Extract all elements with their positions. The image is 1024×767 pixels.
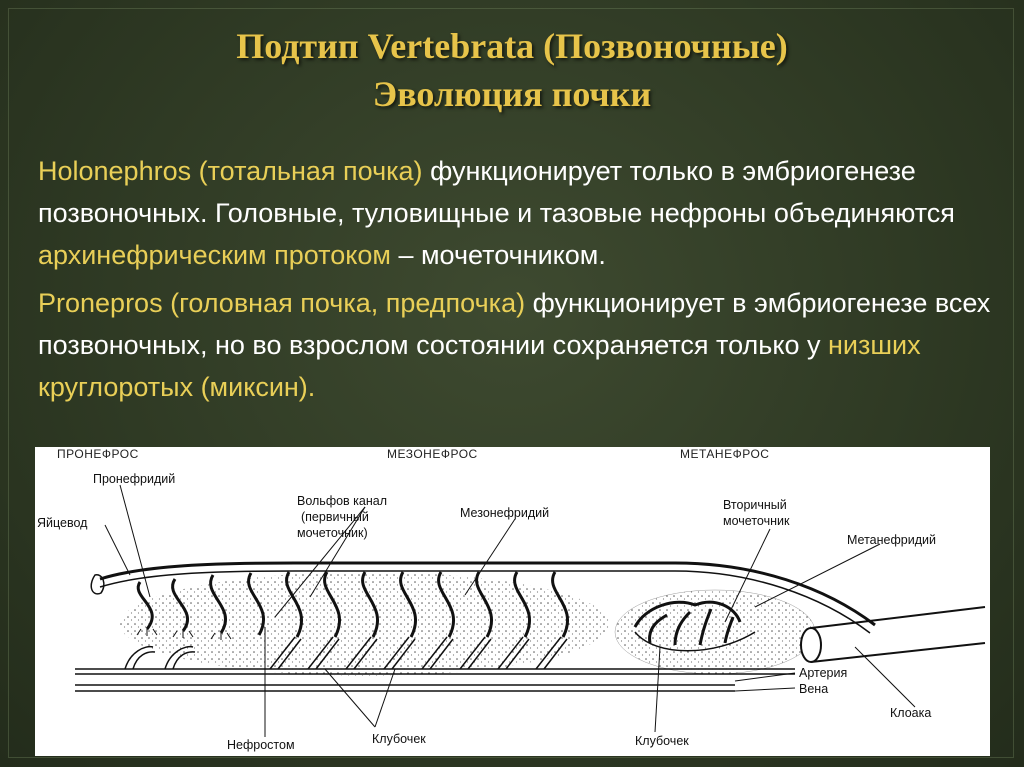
label-secondary-ureter-2: мочеточник — [723, 514, 790, 528]
label-glomerulus-2: Клубочек — [635, 734, 689, 748]
term-pronephros: Pronepros (головная почка, предпочка) — [38, 288, 526, 318]
label-artery: Артерия — [799, 666, 848, 680]
label-cloaca: Клоака — [890, 706, 932, 720]
paragraph1-text-b: – мочеточником. — [390, 240, 606, 270]
cloaca-opening — [801, 628, 821, 662]
slide-title — [0, 22, 1024, 118]
label-nephrostome: Нефростом — [227, 738, 295, 752]
term-archinephric-duct: архинефрическим протоком — [38, 240, 391, 270]
label-pronephros-region: ПРОНЕФРОС — [57, 447, 139, 461]
label-metanephridium: Метанефридий — [847, 533, 936, 547]
oviduct-funnel — [91, 575, 104, 594]
label-metanephros-region: МЕТАНЕФРОС — [680, 447, 770, 461]
cloaca-tube — [811, 607, 985, 662]
label-pronephridium: Пронефридий — [93, 472, 176, 486]
kidney-diagram-svg — [35, 447, 990, 756]
label-wolffian-duct-2: (первичный — [301, 510, 369, 524]
label-mesonephros-region: МЕЗОНЕФРОС — [387, 447, 478, 461]
paragraph-pronephros — [38, 282, 998, 408]
kidney-evolution-diagram — [35, 447, 990, 756]
label-oviduct: Яйцевод — [37, 516, 88, 530]
label-glomerulus-1: Клубочек — [372, 732, 426, 746]
term-holonephros: Holonephros (тотальная почка) — [38, 156, 423, 186]
paragraph1-text-a: функционирует только в эмбриогенезе позвоночных. Головные, туловищные и тазовые нефроны объединяются — [38, 156, 955, 228]
title-line-2: Эволюция почки — [372, 74, 652, 114]
label-wolffian-duct-3: мочеточник) — [297, 526, 368, 540]
title-line-1: Подтип Vertebrata (Позвоночные) — [236, 26, 788, 66]
label-secondary-ureter-1: Вторичный — [723, 498, 787, 512]
term-lower-cyclostomes: низших круглоротых (миксин). — [38, 330, 921, 402]
paragraph-holonephros — [38, 150, 998, 276]
label-mesonephridium: Мезонефридий — [460, 506, 550, 520]
label-wolffian-duct-1: Вольфов канал — [297, 494, 388, 508]
slide-body — [38, 150, 998, 414]
label-vein: Вена — [799, 682, 829, 696]
paragraph2-text-a: функционирует в эмбриогенезе всех позвоночных, но во взрослом состоянии сохраняется только у — [38, 288, 991, 360]
vein-vessel — [75, 685, 735, 691]
